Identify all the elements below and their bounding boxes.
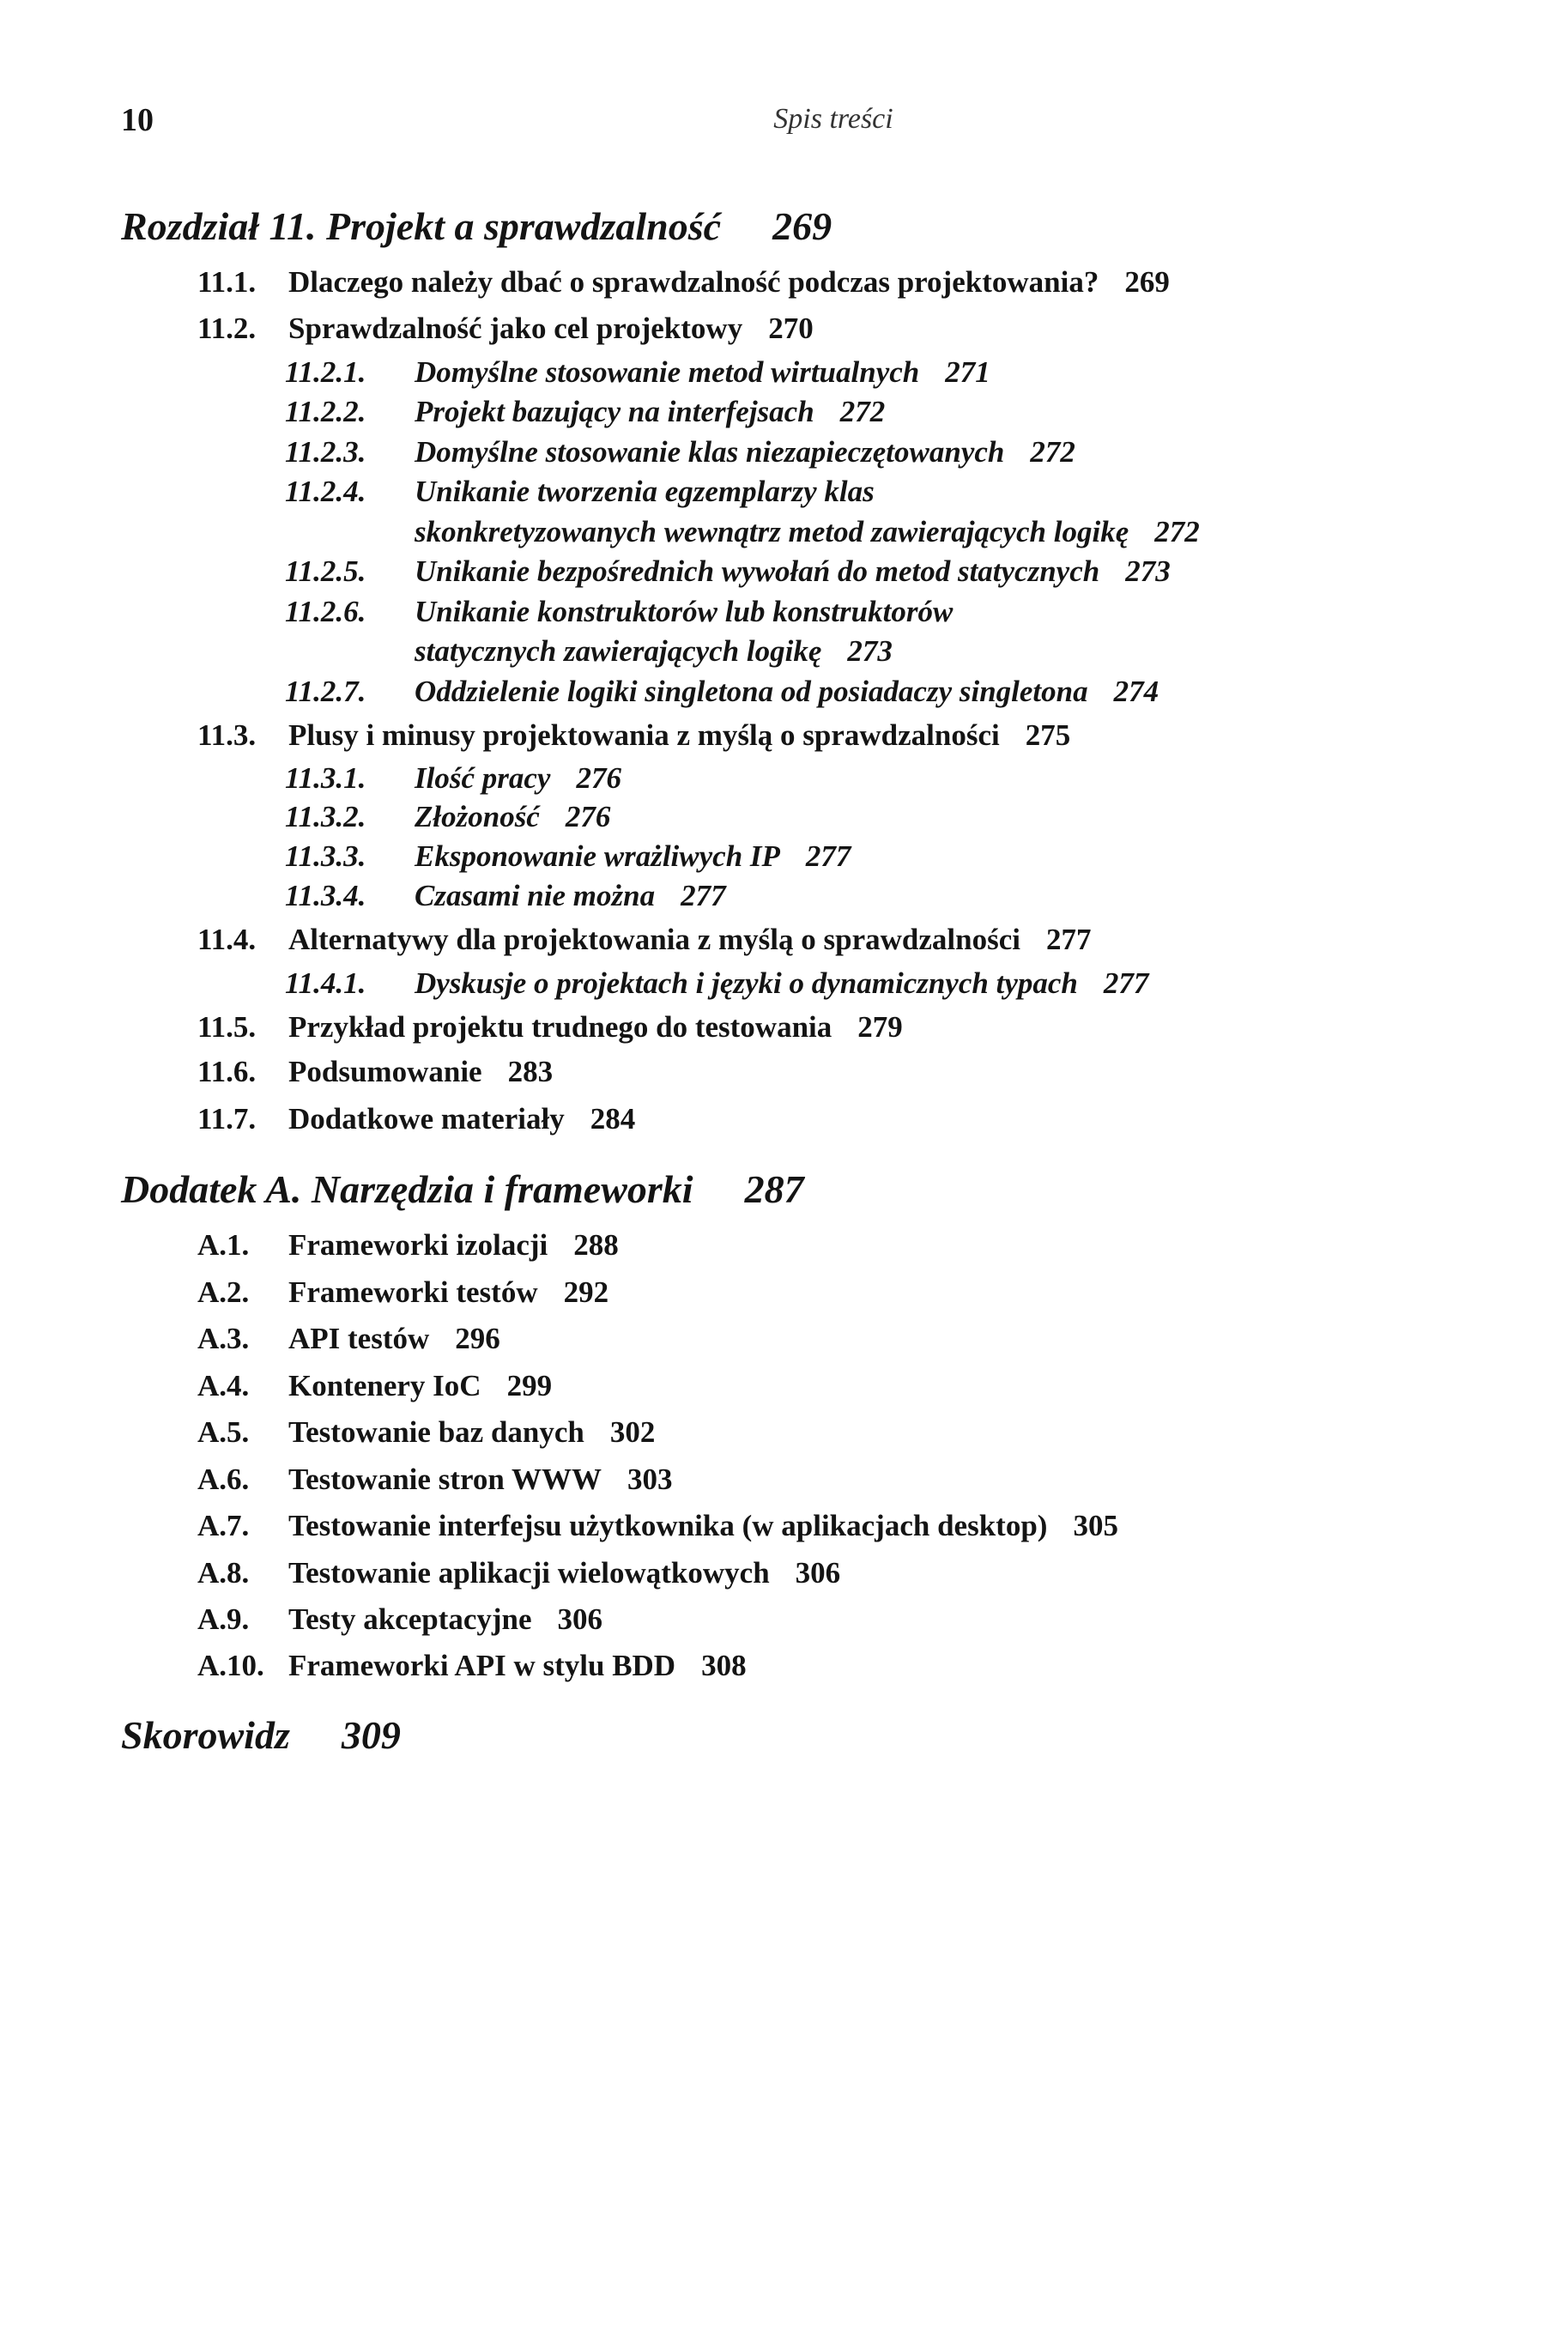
toc-entry: [285, 837, 851, 876]
chapter-title: Rozdział 11. Projekt a sprawdzalność: [121, 204, 722, 248]
toc-entry-number: 11.3.: [197, 718, 257, 752]
toc-entry-title: Czasami nie można: [415, 879, 656, 912]
toc-entry-title: Domyślne stosowanie klas niezapieczętowanych: [415, 435, 1005, 469]
toc-entry-title: Złożoność: [415, 800, 540, 833]
toc-entry-number: 11.2.5.: [285, 554, 366, 588]
toc-entry: [197, 1506, 1118, 1546]
toc-entry: [197, 1273, 608, 1312]
toc-entry: [197, 1366, 552, 1406]
toc-entry-title: Przykład projektu trudnego do testowania: [288, 1010, 832, 1044]
toc-entry-title: Testy akceptacyjne: [288, 1602, 532, 1636]
toc-entry-title: Projekt bazujący na interfejsach: [415, 395, 814, 428]
toc-entry-page: 274: [1113, 675, 1159, 708]
toc-entry: [197, 716, 1070, 755]
toc-entry-page: 306: [795, 1556, 841, 1590]
toc-entry-title: Oddzielenie logiki singletona od posiadaczy singletona: [415, 675, 1088, 708]
toc-entry-title: Frameworki testów: [288, 1275, 538, 1309]
toc-entry-number: 11.4.1.: [285, 966, 366, 1000]
toc-entry-title: Podsumowanie: [288, 1055, 482, 1088]
toc-entry-number: A.1.: [197, 1228, 250, 1262]
toc-entry: [285, 672, 1159, 712]
toc-entry-number: 11.5.: [197, 1010, 257, 1044]
toc-entry-page: 284: [590, 1102, 636, 1136]
toc-entry-page: 276: [576, 761, 621, 795]
toc-entry-page: 269: [1124, 265, 1170, 299]
toc-entry: [285, 472, 875, 512]
toc-entry-page: 296: [455, 1322, 500, 1355]
toc-entry-number: A.7.: [197, 1509, 250, 1542]
toc-entry-page: 277: [681, 879, 726, 912]
chapter-heading: [121, 201, 832, 252]
toc-entry-number: A.3.: [197, 1322, 250, 1355]
toc-entry-number: 11.3.4.: [285, 879, 366, 912]
toc-entry-title: Ilość pracy: [415, 761, 551, 795]
toc-entry-number: 11.2.1.: [285, 355, 366, 389]
toc-entry: [285, 592, 953, 632]
toc-entry-title: Unikanie tworzenia egzemplarzy klas: [415, 475, 875, 508]
toc-entry: [197, 1052, 553, 1092]
toc-entry: [197, 1226, 619, 1265]
toc-entry-page: 299: [506, 1369, 553, 1402]
toc-entry-continuation: [415, 512, 1200, 552]
toc-entry-page: 279: [857, 1010, 903, 1044]
chapter-page: 269: [772, 204, 832, 248]
toc-entry-page: 277: [1045, 923, 1092, 956]
toc-entry: [197, 1099, 635, 1139]
toc-entry-page: 272: [1154, 515, 1200, 548]
toc-entry: [197, 263, 1170, 302]
toc-entry-title: Dodatkowe materiały: [288, 1102, 565, 1136]
toc-entry-page: 308: [701, 1649, 747, 1682]
toc-entry-page: 306: [557, 1602, 603, 1636]
toc-entry-page: 273: [1125, 554, 1171, 588]
toc-entry: [197, 1319, 500, 1359]
toc-entry-title: API testów: [288, 1322, 430, 1355]
toc-entry-title: Frameworki izolacji: [288, 1228, 548, 1262]
toc-entry-number: 11.3.1.: [285, 761, 366, 795]
toc-entry-title: Testowanie aplikacji wielowątkowych: [288, 1556, 770, 1590]
toc-entry-page: 277: [805, 839, 851, 873]
toc-entry: [285, 353, 990, 392]
toc-entry-number: A.10.: [197, 1649, 264, 1682]
toc-entry-number: A.2.: [197, 1275, 250, 1309]
appendix-heading: [121, 1164, 804, 1215]
toc-entry: [197, 1460, 672, 1499]
toc-entry-number: 11.2.2.: [285, 395, 366, 428]
toc-entry: [197, 309, 814, 348]
toc-entry-title: Testowanie stron WWW: [288, 1463, 602, 1496]
running-title: Spis treści: [773, 103, 893, 135]
toc-entry-continuation: [415, 632, 893, 671]
index-title: Skorowidz: [121, 1713, 290, 1757]
toc-entry-number: 11.6.: [197, 1055, 257, 1088]
toc-entry: [197, 1646, 747, 1686]
toc-entry-page: 292: [563, 1275, 609, 1309]
toc-entry-title-cont: statycznych zawierających logikę: [415, 634, 822, 668]
toc-entry-number: 11.4.: [197, 923, 257, 956]
toc-entry-title: Dyskusje o projektach i języki o dynamicznych typach: [415, 966, 1078, 1000]
toc-entry-number: 11.1.: [197, 265, 257, 299]
toc-entry: [285, 552, 1171, 591]
index-heading: [121, 1710, 401, 1761]
toc-entry-title: Eksponowanie wrażliwych IP: [415, 839, 780, 873]
appendix-page: 287: [744, 1167, 804, 1211]
toc-entry: [285, 876, 726, 916]
toc-entry-page: 273: [847, 634, 893, 668]
toc-entry-number: 11.2.6.: [285, 595, 366, 628]
toc-entry: [285, 797, 610, 837]
toc-entry-number: 11.2.: [197, 312, 257, 345]
page-number: 10: [121, 102, 154, 138]
toc-entry-title: Alternatywy dla projektowania z myślą o sprawdzalności: [288, 923, 1020, 956]
toc-entry-page: 302: [609, 1415, 656, 1449]
toc-entry-title: Plusy i minusy projektowania z myślą o sprawdzalności: [288, 718, 1000, 752]
toc-entry: [197, 1554, 840, 1593]
toc-entry-title: Unikanie konstruktorów lub konstruktorów: [415, 595, 954, 628]
toc-entry-page: 305: [1073, 1509, 1118, 1542]
toc-entry-title: Testowanie baz danych: [288, 1415, 584, 1449]
toc-entry-title-cont: skonkretyzowanych wewnątrz metod zawierających logikę: [415, 515, 1129, 548]
toc-entry-title: Kontenery IoC: [288, 1369, 481, 1402]
toc-entry-number: A.5.: [197, 1415, 250, 1449]
toc-entry-number: A.8.: [197, 1556, 250, 1590]
toc-entry-title: Unikanie bezpośrednich wywołań do metod statycznych: [415, 554, 1100, 588]
toc-entry-number: 11.2.7.: [285, 675, 366, 708]
toc-entry-page: 276: [565, 800, 611, 833]
toc-entry-title: Frameworki API w stylu BDD: [288, 1649, 676, 1682]
toc-entry: [285, 433, 1075, 472]
toc-entry-title: Dlaczego należy dbać o sprawdzalność podczas projektowania?: [288, 265, 1099, 299]
toc-entry-page: 277: [1103, 966, 1149, 1000]
toc-entry-number: 11.2.4.: [285, 475, 366, 508]
toc-entry: [197, 1008, 903, 1047]
toc-entry: [285, 759, 621, 798]
toc-entry-page: 272: [839, 395, 886, 428]
toc-entry: [197, 920, 1091, 960]
toc-entry-title: Domyślne stosowanie metod wirtualnych: [415, 355, 920, 389]
toc-entry: [197, 1413, 655, 1452]
toc-entry-number: 11.2.3.: [285, 435, 366, 469]
toc-entry-title: Sprawdzalność jako cel projektowy: [288, 312, 743, 345]
toc-entry: [285, 964, 1148, 1003]
toc-entry-page: 303: [627, 1463, 673, 1496]
appendix-title: Dodatek A. Narzędzia i frameworki: [121, 1167, 693, 1211]
index-page: 309: [341, 1713, 401, 1757]
toc-entry-number: 11.3.2.: [285, 800, 366, 833]
toc-entry-page: 271: [945, 355, 990, 389]
toc-entry: [197, 1600, 602, 1639]
toc-entry-page: 275: [1025, 718, 1071, 752]
toc-entry: [285, 392, 885, 432]
toc-entry-number: A.6.: [197, 1463, 250, 1496]
toc-entry-page: 270: [768, 312, 814, 345]
toc-entry-number: 11.7.: [197, 1102, 257, 1136]
toc-entry-page: 288: [573, 1228, 619, 1262]
toc-entry-page: 272: [1030, 435, 1075, 469]
toc-entry-page: 283: [507, 1055, 554, 1088]
toc-entry-number: 11.3.3.: [285, 839, 366, 873]
toc-entry-title: Testowanie interfejsu użytkownika (w aplikacjach desktop): [288, 1509, 1048, 1542]
toc-entry-number: A.9.: [197, 1602, 250, 1636]
toc-entry-number: A.4.: [197, 1369, 250, 1402]
